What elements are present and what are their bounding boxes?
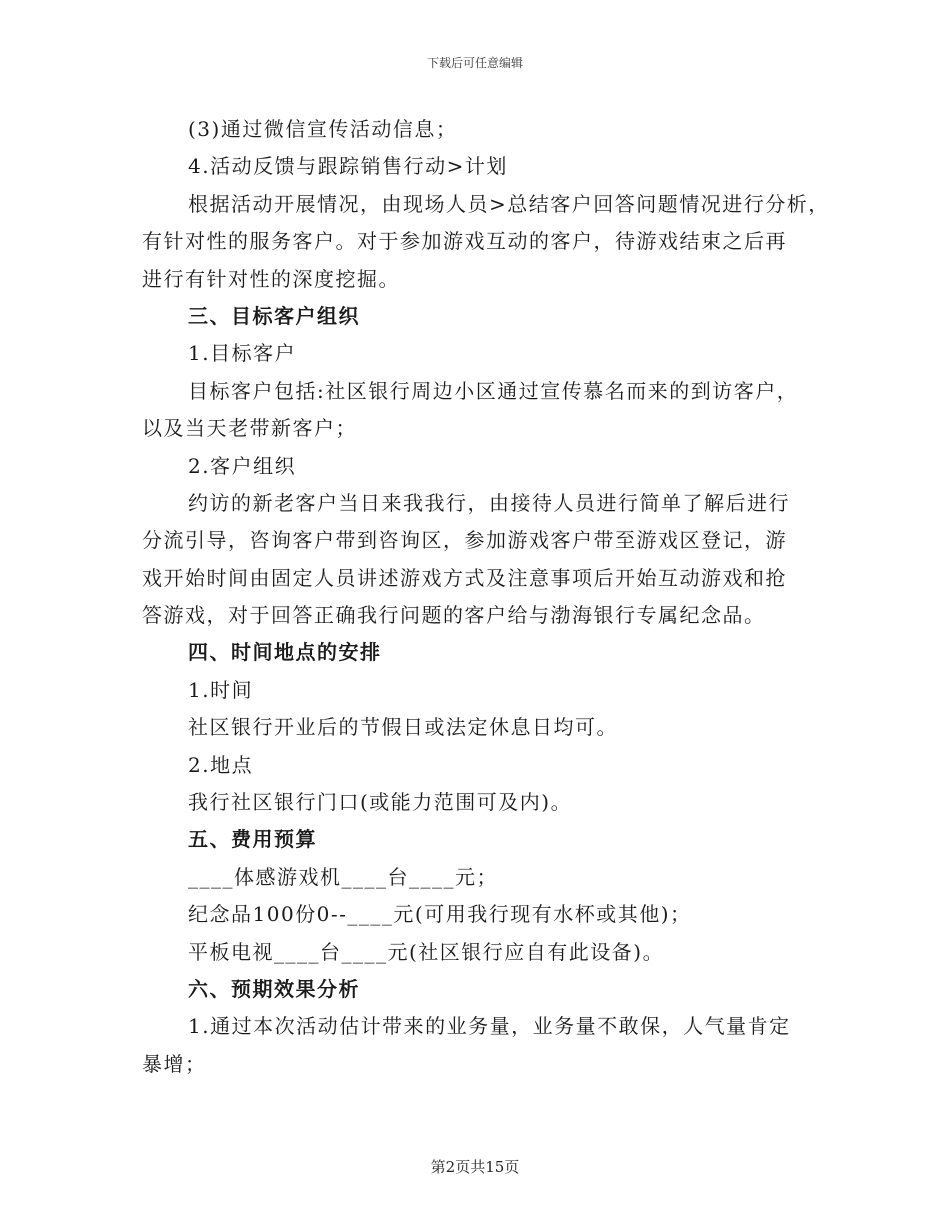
paragraph-line: 进行有针对性的深度挖掘。	[142, 266, 400, 291]
paragraph-line: 2.客户组织	[188, 453, 297, 478]
section-heading: 三、目标客户组织	[188, 303, 360, 328]
paragraph-line: 根据活动开展情况，由现场人员>总结客户回答问题情况进行分析，	[188, 191, 830, 216]
paragraph-line: 2.地点	[188, 752, 254, 777]
paragraph-line: 4.活动反馈与跟踪销售行动>计划	[188, 154, 508, 179]
paragraph-line: 1.时间	[188, 677, 254, 702]
paragraph-line: 纪念品100份0--____元(可用我行现有水杯或其他)；	[188, 902, 692, 927]
page-footer-number: 第2页共15页	[430, 1158, 520, 1176]
paragraph-line: 分流引导，咨询客户带到咨询区，参加游戏客户带至游戏区登记，游	[142, 528, 787, 553]
paragraph-line: 目标客户包括:社区银行周边小区通过宣传慕名而来的到访客户，	[188, 378, 799, 403]
section-heading: 六、预期效果分析	[188, 976, 360, 1001]
paragraph-line: (3)通过微信宣传活动信息；	[188, 117, 458, 141]
section-heading: 四、时间地点的安排	[188, 640, 382, 665]
paragraph-line: ____体感游戏机____台____元；	[188, 864, 498, 889]
paragraph-line: 戏开始时间由固定人员讲述游戏方式及注意事项后开始互动游戏和抢	[142, 565, 787, 590]
paragraph-line: 暴增；	[142, 1051, 207, 1076]
paragraph-line: 社区银行开业后的节假日或法定休息日均可。	[188, 715, 618, 740]
paragraph-line: 我行社区银行门口(或能力范围可及内)。	[188, 790, 573, 815]
paragraph-line: 答游戏，对于回答正确我行问题的客户给与渤海银行专属纪念品。	[142, 603, 766, 628]
paragraph-line: 以及当天老带新客户；	[142, 416, 357, 441]
paragraph-line: 约访的新老客户当日来我我行，由接待人员进行简单了解后进行	[188, 490, 790, 515]
page-header-note: 下载后可任意编辑	[426, 56, 523, 70]
paragraph-line: 有针对性的服务客户。对于参加游戏互动的客户，待游戏结束之后再	[142, 229, 787, 254]
paragraph-line: 1.目标客户	[188, 341, 297, 366]
section-heading: 五、费用预算	[188, 827, 317, 852]
document-body	[142, 111, 830, 1083]
paragraph-line: 1.通过本次活动估计带来的业务量，业务量不敢保，人气量肯定	[188, 1014, 791, 1039]
paragraph-line: 平板电视____台____元(社区银行应自有此设备)。	[188, 939, 665, 964]
